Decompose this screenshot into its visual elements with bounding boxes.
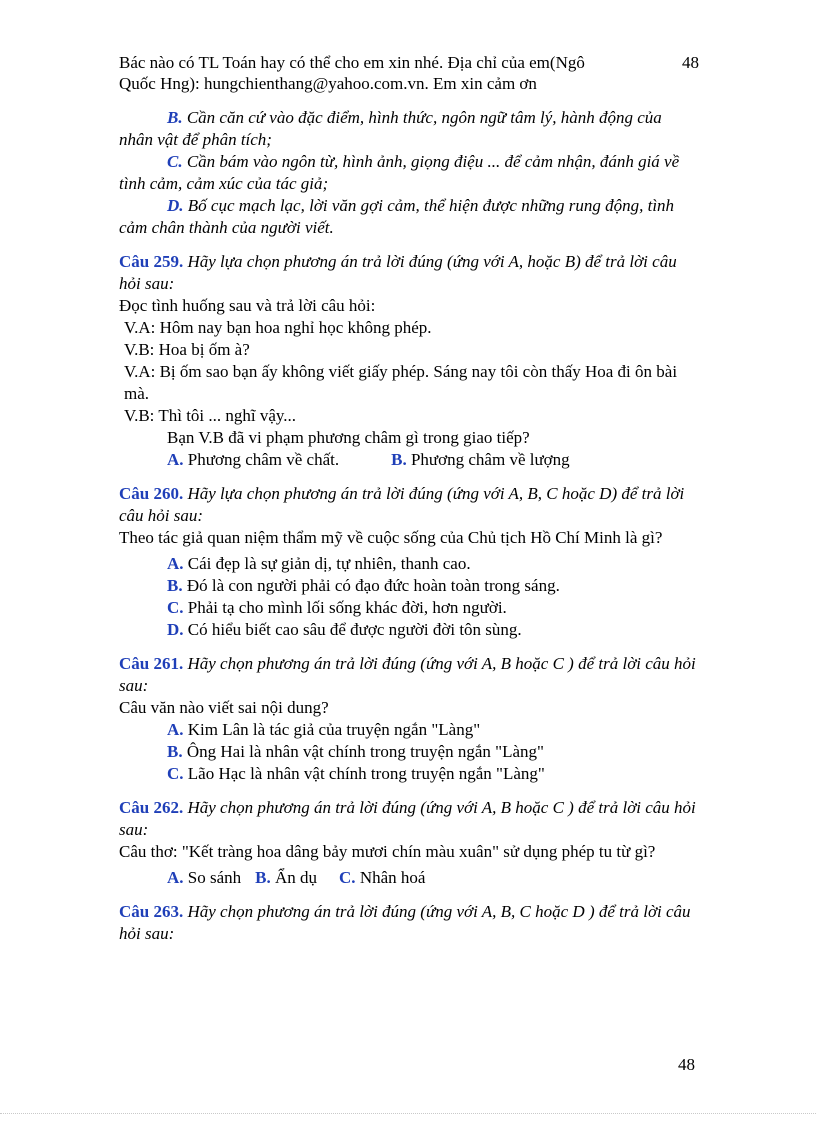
question-260-option-d: D. Có hiểu biết cao sâu để được người đời tôn sùng.	[167, 620, 522, 639]
footer-page-number: 48	[678, 1055, 695, 1074]
question-259-question: Bạn V.B đã vi phạm phương châm gì trong giao tiếp?	[167, 428, 530, 447]
dialogue-line: V.A: Bị ốm sao bạn ấy không viết giấy phép. Sáng nay tôi còn thấy Hoa đi ôn bài mà.	[124, 362, 678, 403]
question-261-question: Câu văn nào viết sai nội dung?	[119, 698, 329, 717]
question-262-title: Câu 262. Hãy chọn phương án trả lời đúng (ứng với A, B hoặc C ) để trả lời câu hỏi sau:	[119, 798, 696, 839]
question-263	[119, 901, 699, 945]
question-263-title: Câu 263. Hãy chọn phương án trả lời đúng (ứng với A, B, C hoặc D ) để trả lời câu hỏi sau:	[119, 902, 691, 943]
question-261-option-c: C. Lão Hạc là nhân vật chính trong truyện ngắn "Làng"	[167, 764, 545, 783]
question-262-options: A. So sánh B. Ẩn dụ C. Nhân hoá	[167, 868, 426, 887]
dialogue-line: V.B: Thì tôi ... nghĩ vậy...	[124, 406, 297, 425]
question-259-title: Câu 259. Hãy lựa chọn phương án trả lời đúng (ứng với A, hoặc B) để trả lời câu hỏi sau:	[119, 252, 677, 293]
dialogue-line: V.A: Hôm nay bạn hoa nghỉ học không phép.	[124, 318, 432, 337]
question-259	[119, 251, 699, 471]
question-260-question: Theo tác giả quan niệm thẩm mỹ về cuộc sống của Chủ tịch Hồ Chí Minh là gì?	[119, 528, 663, 547]
question-262-question: Câu thơ: "Kết tràng hoa dâng bảy mươi chín màu xuân" sử dụng phép tu từ gì?	[119, 842, 656, 861]
header-line-1: Bác nào có TL Toán hay có thể cho em xin nhé. Địa chỉ của em(Ngô	[119, 53, 585, 72]
continued-option-b: B. Cần căn cứ vào đặc điểm, hình thức, ngôn ngữ tâm lý, hành động của nhân vật để phân tích;	[119, 108, 662, 149]
page-content	[119, 107, 699, 945]
page-bottom-divider	[0, 1113, 816, 1114]
question-259-intro: Đọc tình huống sau và trả lời câu hỏi:	[119, 296, 376, 315]
question-261-title: Câu 261. Hãy chọn phương án trả lời đúng (ứng với A, B hoặc C ) để trả lời câu hỏi sau:	[119, 654, 696, 695]
question-261-option-a: A. Kim Lân là tác giả của truyện ngắn "Làng"	[167, 720, 481, 739]
question-261-option-b: B. Ông Hai là nhân vật chính trong truyện ngắn "Làng"	[167, 742, 544, 761]
question-259-options: A. Phương châm về chất. B. Phương châm về lượng	[167, 450, 570, 469]
question-262	[119, 797, 699, 889]
page-header	[119, 52, 699, 94]
continued-option-c: C. Cần bám vào ngôn từ, hình ảnh, giọng điệu ... để cảm nhận, đánh giá về tình cảm, cảm xúc của tác giả;	[119, 152, 680, 193]
question-260-option-c: C. Phải tạ cho mình lối sống khác đời, hơn người.	[167, 598, 507, 617]
continued-option-d: D. Bố cục mạch lạc, lời văn gợi cảm, thể hiện được những rung động, tình cảm chân thành của người viết.	[119, 196, 675, 237]
header-page-number: 48	[682, 53, 699, 72]
question-260-title: Câu 260. Hãy lựa chọn phương án trả lời đúng (ứng với A, B, C hoặc D) để trả lời câu hỏi sau:	[119, 484, 685, 525]
question-260	[119, 483, 699, 641]
question-260-option-a: A. Cái đẹp là sự giản dị, tự nhiên, thanh cao.	[167, 554, 471, 573]
header-line-2: Quốc Hng): hungchienthang@yahoo.com.vn. Em xin cảm ơn	[119, 74, 537, 93]
question-260-option-b: B. Đó là con người phải có đạo đức hoàn toàn trong sáng.	[167, 576, 560, 595]
dialogue-line: V.B: Hoa bị ốm à?	[124, 340, 250, 359]
question-261	[119, 653, 699, 785]
